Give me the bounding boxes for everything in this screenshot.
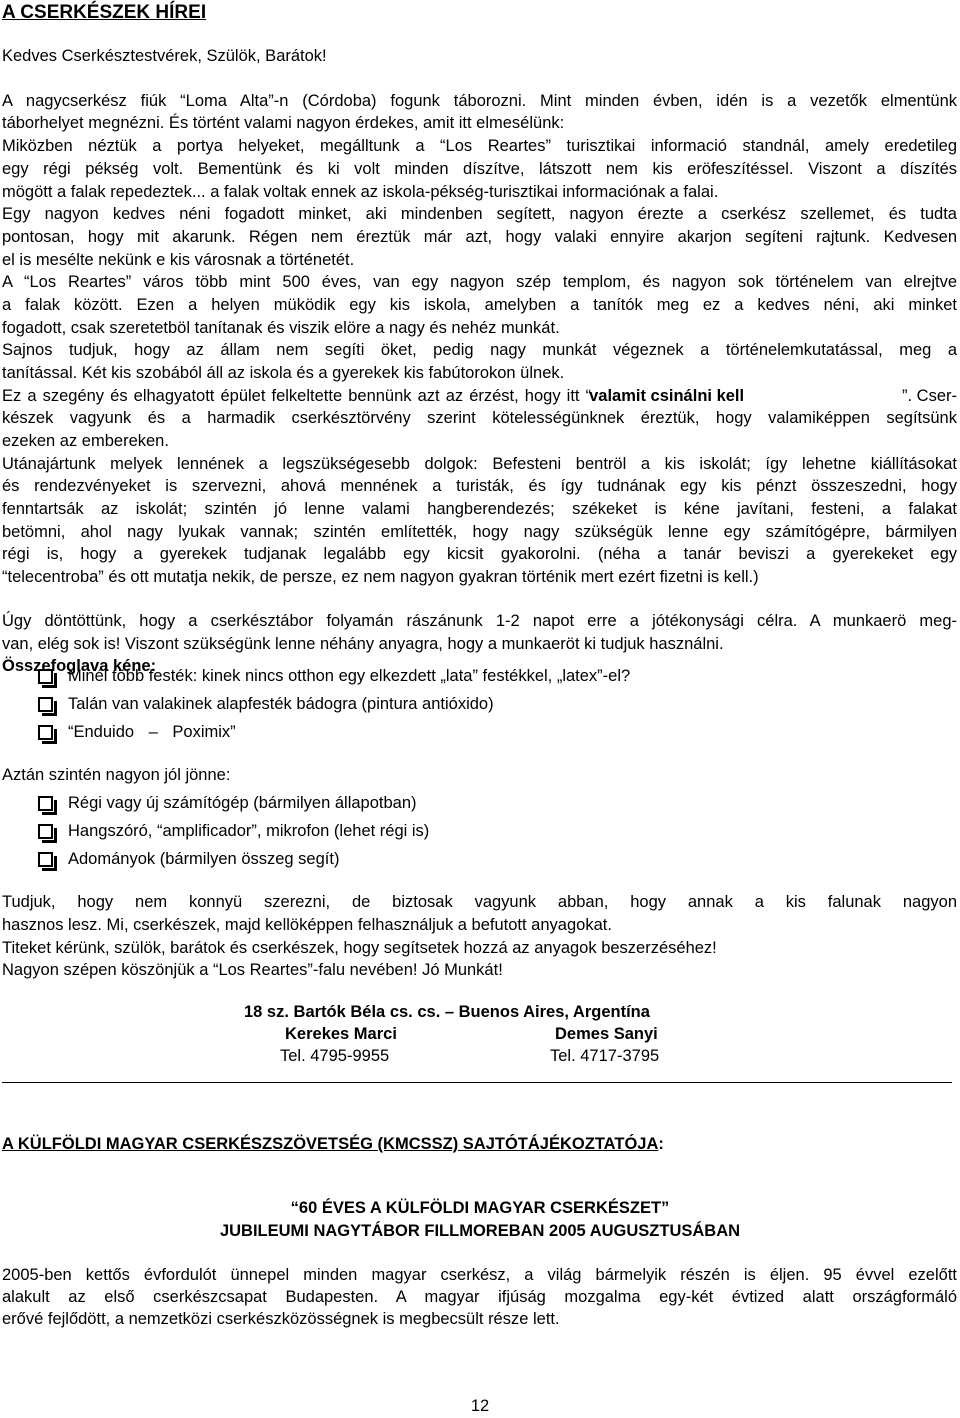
para1-line: pontosan, hogy mit akarunk. Régen nem éreztük már azt, hogy valaki ennyire akarjon segíteni rajtunk. Kedvesen: [2, 228, 957, 246]
para1-line: egy régi pékség volt. Bementünk és ki volt minden díszítve, látszott nem kis eröfeszítéssel. Viszont a díszítés: [2, 160, 957, 178]
list-item: Régi vagy új számítógép (bármilyen állapotban): [68, 794, 417, 812]
checkbox-icon: [38, 793, 58, 811]
list-item: “Enduido – Poximix”: [68, 723, 236, 741]
press-heading-colon: :: [658, 1135, 664, 1153]
para1-line: fogadott, csak szeretetböl tanítanak és viszik elöre a nagy és nehéz munkát.: [2, 319, 560, 337]
para4-line: Úgy döntöttünk, hogy a cserkésztábor folyamán rászánunk 1-2 napot erre a jótékonysági célra. A munkaerö meg-: [2, 612, 957, 630]
list-item: Adományok (bármilyen összeg segít): [68, 850, 340, 868]
para1-line: táborhelyet megnézni. És történt valami nagyon érdekes, amit itt elmesélünk:: [2, 114, 565, 132]
para3-line: “telecentroba” és ott mutatja nekik, de persze, ez nem nagyon gyakran történik mert ezért fizetni is kell.): [2, 568, 759, 586]
list-item: Talán van valakinek alapfesték bádogra (pintura antióxido): [68, 695, 494, 713]
para4-line: van, elég sok is! Viszont szükségünk lenne néhány anyagra, hogy a munkaeröt ki tudjuk használni.: [2, 635, 724, 653]
checkbox-icon: [38, 694, 58, 712]
list-item: Minél több festék: kinek nincs otthon egy elkezdett „lata” festékkel, „latex”-el?: [68, 667, 631, 685]
para5-line: Tudjuk, hogy nem konnyü szerezni, de biztosak vagyunk abban, hogy annak a kis falunak nagyon: [2, 893, 957, 911]
para1-line: Miközben néztük a portya helyeket, megálltunk a “Los Reartes” turisztikai informació standnál, amely eredetileg: [2, 137, 957, 155]
checkbox-icon: [38, 722, 58, 740]
para3-line: Utánajártunk melyek lennének a legszükségesebb dolgok: Befesteni bentröl a kis iskolát; így lehetne kiállításokat: [2, 455, 957, 473]
para1-line: tanítással. Két kis szobából áll az iskola és a gyerekek kis fabútorokon ülnek.: [2, 364, 565, 382]
page-number: 12: [470, 1397, 490, 1415]
press-subtitle: JUBILEUMI NAGYTÁBOR FILLMOREBAN 2005 AUGUSZTUSÁBAN: [219, 1222, 741, 1240]
para2-line: készek vagyunk és a harmadik cserkésztörvény szerint kötelességünknek éreztük, hogy valamiképpen segítsünk: [2, 409, 957, 427]
press-heading: [2, 1133, 957, 1156]
para1-line: Egy nagyon kedves néni fogadott minket, aki mindenben segített, nagyon érezte a cserkész szellemet, és tudta: [2, 205, 957, 223]
para3-line: betömni, ahol nagy lyukak vannak; szintén említették, hogy nagy szükségük lenne egy számítógépre, bármilyen: [2, 523, 957, 541]
para1-line: el is mesélte nekünk e kis városnak a történetét.: [2, 251, 355, 269]
para2-text: Ez a szegény és elhagyatott épület felkeltette bennünk azt az érzést, hogy itt “: [2, 387, 592, 405]
press-para-line: alakult az első cserkészcsapat Budapesten. A magyar ifjúság mozgalma egy-két évtized alatt országformáló: [2, 1288, 957, 1306]
para1-line: a falak között. Ezen a helyen müködik egy kis iskola, amelyben a tanítók meg ez a kedves néni, aki minket: [2, 296, 957, 314]
signature-name: Kerekes Marci: [285, 1025, 397, 1043]
para5-line: Nagyon szépen köszönjük a “Los Reartes”-falu nevében! Jó Munkát!: [2, 961, 503, 979]
signature-name: Demes Sanyi: [555, 1025, 658, 1043]
greeting: Kedves Cserkésztestvérek, Szülök, Barátok!: [2, 47, 327, 65]
signature-phone: Tel. 4717-3795: [550, 1047, 660, 1065]
para3-line: fenntartsák az iskolát; szintén jó lenne valami hangberendezés; székeket is kéne javítani, festeni, a falakat: [2, 500, 957, 518]
para1-line: A “Los Reartes” város több mint 500 éves, van egy nagyon szép templom, és nagyon sok történelem van elrejtve: [2, 273, 957, 291]
checkbox-icon: [38, 821, 58, 839]
checkbox-icon: [38, 666, 58, 684]
also-heading: Aztán szintén nagyon jól jönne:: [2, 766, 231, 784]
page-heading: A CSERKÉSZEK HÍREI: [2, 2, 207, 23]
press-para-line: 2005-ben kettős évfordulót ünnepel minden magyar cserkész, a világ bármelyik részén is éljen. 95 évvel ezelőtt: [2, 1266, 957, 1284]
signature-troop: 18 sz. Bartók Béla cs. cs. – Buenos Aires, Argentína: [244, 1003, 650, 1021]
press-para-line: erővé fejlődött, a nemzetközi cserkészközösségnek is megbecsült része lett.: [2, 1310, 560, 1328]
para1-line: A nagycserkész fiúk “Loma Alta”-n (Córdoba) fogunk táborozni. Mint minden évben, idén is a vezetők elmentünk: [2, 92, 957, 110]
press-title: “60 ÉVES A KÜLFÖLDI MAGYAR CSERKÉSZET”: [290, 1199, 670, 1217]
para1-line: Sajnos tudjuk, hogy az állam nem segíti öket, pedig nagy munkát végeznek a történelemkutatással, meg a: [2, 341, 957, 359]
para1-line: mögött a falak repedeztek... a falak voltak ennek az iskola-pékség-turisztikai informaciónak a falai.: [2, 183, 719, 201]
summary-heading: Összefoglava kéne:: [2, 657, 157, 675]
para2-line: [2, 385, 957, 408]
para2-line: ezeken az embereken.: [2, 432, 169, 450]
para3-line: régi is, hogy a gyerekek tudjanak legalább egy kicsit gyakorolni. (néha a tanár beviszi a gyerekeket egy: [2, 545, 957, 563]
press-heading-text: A KÜLFÖLDI MAGYAR CSERKÉSZSZÖVETSÉG (KMCSSZ) SAJTÓTÁJÉKOZTATÓJA: [2, 1135, 659, 1153]
para2-emphasis: valamit csinálni kell: [589, 387, 745, 405]
para3-line: és rendezvényeket is szervezni, ahová mennének a turisták, és így tudnának egy kis pénzt összeszedni, hogy: [2, 477, 957, 495]
signature-phone: Tel. 4795-9955: [280, 1047, 390, 1065]
para5-line: hasznos lesz. Mi, cserkészek, majd kellöképpen felhasználjuk a befutott anyagokat.: [2, 916, 612, 934]
horizontal-divider: [2, 1082, 952, 1083]
checkbox-icon: [38, 849, 58, 867]
para5-line: Titeket kérünk, szülök, barátok és cserkészek, hogy segítsetek hozzá az anyagok beszerzéséhez!: [2, 939, 717, 957]
para2-text: ”. Cser-: [902, 387, 957, 405]
list-item: Hangszóró, “amplificador”, mikrofon (lehet régi is): [68, 822, 430, 840]
